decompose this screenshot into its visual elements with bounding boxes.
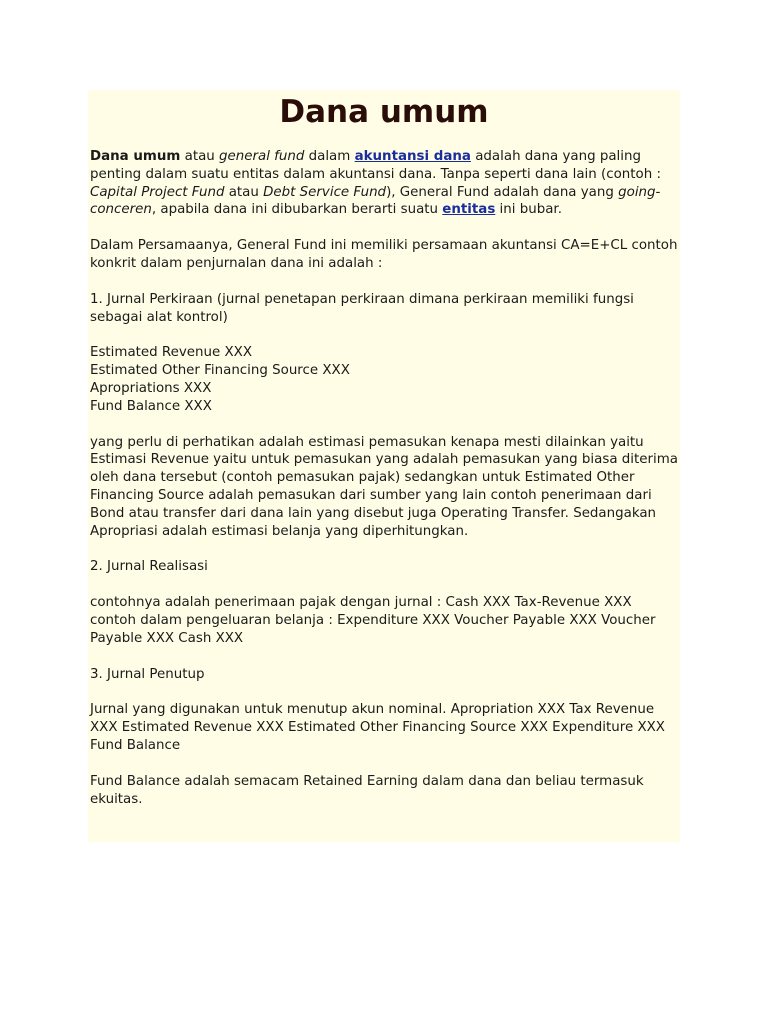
item1-heading: 1. Jurnal Perkiraan (jurnal penetapan perkiraan dimana perkiraan memiliki fungsi sebagai alat kontrol) (90, 291, 634, 325)
journal-line: Estimated Revenue XXX (90, 345, 252, 361)
intro-bold-term: Dana umum (90, 149, 181, 164)
item3-heading: 3. Jurnal Penutup (90, 666, 205, 682)
journal-line: Apropriations XXX (90, 380, 212, 396)
article-title: Dana umum (279, 94, 489, 130)
penutup-paragraph: Jurnal yang digunakan untuk menutup akun nominal. Apropriation XXX Tax Revenue XXX Estimated Revenue XXX Estimated Other Financing Source XXX Expenditure XXX Fund Balance (90, 702, 665, 753)
journal-line: Estimated Other Financing Source XXX (90, 363, 350, 379)
item2-heading: 2. Jurnal Realisasi (90, 559, 208, 575)
link-entitas[interactable]: entitas (442, 202, 496, 218)
intro-paragraph: Dana umum atau general fund dalam akuntansi dana adalah dana yang paling penting dalam suatu entitas dalam akuntansi dana. Tanpa seperti dana lain (contoh : Capital Project Fund atau Debt Service Fund), General Fund adalah dana yang going-conceren, apabila dana ini dibubarkan berarti suatu entitas ini bubar. (90, 149, 661, 218)
article-page (88, 90, 680, 842)
fund-balance-paragraph: Fund Balance adalah semacam Retained Earning dalam dana dan beliau termasuk ekuitas. (90, 773, 644, 807)
journal-lines (90, 344, 678, 415)
journal-line: Fund Balance XXX (90, 398, 212, 414)
estimation-paragraph: yang perlu di perhatikan adalah estimasi pemasukan kenapa mesti dilainkan yaitu Estimasi Revenue yaitu untuk pemasukan yang adalah pemasukan yang biasa diterima oleh dana tersebut (contoh pemasukan pajak) sedangkan untuk Estimated Other Financing Source adalah pemasukan dari sumber yang lain contoh penerimaan dari Bond atau transfer dari dana lain yang disebut juga Operating Transfer. Sedangakan Apropriasi adalah estimasi belanja yang diperhitungkan. (90, 434, 678, 539)
link-akuntansi-dana[interactable]: akuntansi dana (354, 149, 471, 164)
realisasi-paragraph: contohnya adalah penerimaan pajak dengan jurnal : Cash XXX Tax-Revenue XXX contoh dalam pengeluaran belanja : Expenditure XXX Voucher Payable XXX Voucher Payable XXX Cash XXX (90, 595, 656, 646)
equation-paragraph: Dalam Persamaanya, General Fund ini memiliki persamaan akuntansi CA=E+CL contoh konkrit dalam penjurnalan dana ini adalah : (90, 238, 678, 271)
